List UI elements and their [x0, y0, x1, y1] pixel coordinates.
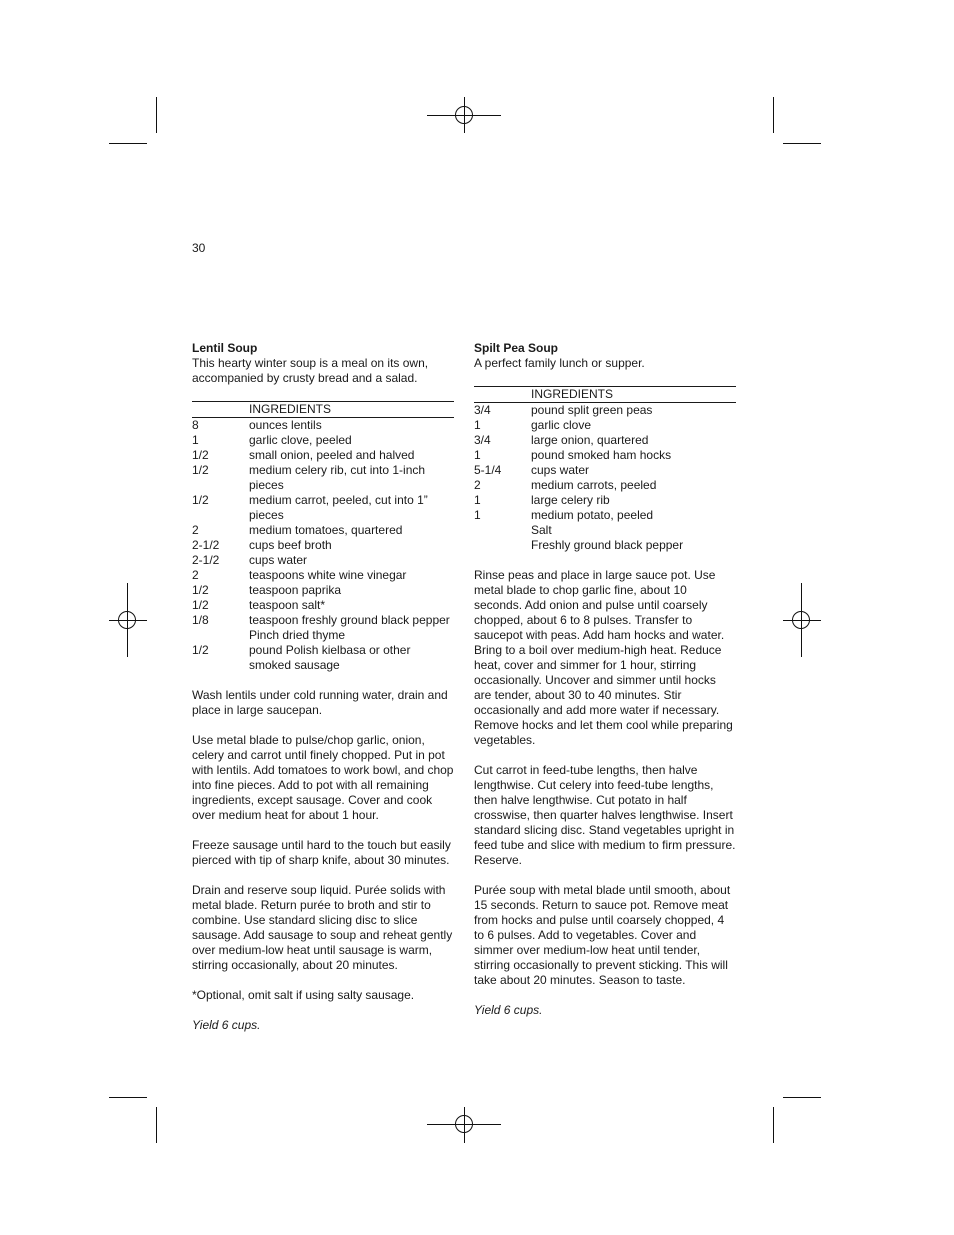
ingredient-quantity: 1/2: [192, 598, 209, 612]
ingredient-row: [474, 463, 736, 478]
ingredient-quantity: 5-1/4: [474, 463, 502, 477]
recipe-intro: This hearty winter soup is a meal on its own, accompanied by crusty bread and a salad.: [192, 356, 429, 385]
registration-circle: [455, 1115, 473, 1133]
ingredient-item: medium tomatoes, quartered: [249, 523, 403, 537]
ingredient-item: pound smoked ham hocks: [531, 448, 672, 462]
ingredient-quantity: [474, 523, 531, 538]
ingredient-row: [192, 493, 454, 523]
ingredient-item: garlic clove: [531, 418, 592, 432]
crop-mark: [109, 143, 147, 144]
ingredient-quantity: 1: [474, 493, 481, 507]
ingredient-item: Pinch dried thyme: [249, 628, 346, 642]
ingredient-quantity: 1/2: [192, 493, 209, 507]
ingredient-row: [474, 448, 736, 463]
ingredient-quantity: 1: [192, 433, 199, 447]
crop-mark: [109, 1097, 147, 1098]
ingredient-quantity: 2-1/2: [192, 538, 220, 552]
ingredient-row: [192, 418, 454, 434]
recipe-yield: Yield 6 cups.: [474, 1003, 543, 1017]
ingredient-row: [192, 433, 454, 448]
recipe-step: Purée soup with metal blade until smooth, about 15 seconds. Return to sauce pot. Remove meat from hocks and pulse until coarsely chopped, 4 to 6 pulses. Add to vegetables. Cover and simmer over medium-low heat until tender, stirring occasionally to prevent sticking. This will take about 20 minutes. Season to taste.: [474, 883, 731, 987]
recipe-step: Freeze sausage until hard to the touch but easily pierced with tip of sharp knife, about 30 minutes.: [192, 838, 451, 867]
crop-mark: [773, 97, 774, 133]
ingredient-quantity: 1/2: [192, 643, 209, 657]
ingredient-row: [192, 598, 454, 613]
crop-mark: [783, 1097, 821, 1098]
ingredient-quantity: 2: [192, 523, 199, 537]
recipe-steps: [474, 568, 736, 988]
ingredient-row: [474, 538, 736, 553]
registration-circle: [118, 611, 136, 629]
crop-mark: [156, 1107, 157, 1143]
ingredient-quantity: [192, 628, 249, 643]
ingredient-item: Salt: [531, 523, 552, 537]
registration-circle: [792, 611, 810, 629]
recipe-intro: A perfect family lunch or supper.: [474, 356, 645, 370]
recipe-step: Cut carrot in feed-tube lengths, then halve lengthwise. Cut celery into feed-tube lengths, then halve lengthwise. Cut potato in half crosswise, then quarter halves lengthwise. Insert standard slicing disc. Stand vegetables upright in feed tube and slice with medium to firm pressure. Reserve.: [474, 763, 736, 867]
crop-mark: [783, 143, 821, 144]
ingredient-row: [474, 403, 736, 419]
recipe-step: *Optional, omit salt if using salty sausage.: [192, 988, 415, 1002]
ingredient-quantity: 2: [474, 478, 481, 492]
ingredients-table: [192, 401, 454, 673]
ingredient-item: cups water: [531, 463, 590, 477]
ingredient-row: [192, 643, 454, 673]
ingredient-row: [192, 628, 454, 643]
recipe-yield: Yield 6 cups.: [192, 1018, 261, 1032]
ingredient-quantity: 3/4: [474, 403, 491, 417]
ingredient-item: Freshly ground black pepper: [531, 538, 684, 552]
recipe-step: Rinse peas and place in large sauce pot. Use metal blade to chop garlic fine, about 10 seconds. Add onion and pulse until coarsely chopped, about 6 to 8 pulses. Transfer to saucepot with peas. Add ham hocks and water. Bring to a boil over medium-high heat. Reduce heat, cover and simmer for 1 hour, stirring occasionally. Uncover and simmer until hocks are tender, about 30 to 40 minutes. Stir occasionally and add more water if necessary. Remove hocks and let them cool while preparing vegetables.: [474, 568, 733, 747]
ingredients-header-row: [192, 402, 454, 418]
recipe-step: Use metal blade to pulse/chop garlic, onion, celery and carrot until finely chopped. Put in pot with lentils. Add tomatoes to work bowl, and chop into fine pieces. Add to pot with all remaining ingredients, except sausage. Cover and cook over medium heat for about 1 hour.: [192, 733, 454, 822]
registration-circle: [455, 106, 473, 124]
ingredient-item: cups beef broth: [249, 538, 332, 552]
ingredient-quantity: 1/2: [192, 463, 209, 477]
ingredient-row: [192, 523, 454, 538]
ingredient-quantity: 2: [192, 568, 199, 582]
ingredient-item: teaspoons white wine vinegar: [249, 568, 407, 582]
recipe-steps: [192, 688, 454, 1003]
ingredient-row: [192, 538, 454, 553]
ingredient-row: [474, 508, 736, 523]
ingredient-quantity: 3/4: [474, 433, 491, 447]
ingredient-item: large onion, quartered: [531, 433, 649, 447]
crop-mark: [156, 97, 157, 133]
ingredient-quantity: 1: [474, 448, 481, 462]
split-pea-soup-recipe: [474, 341, 736, 1018]
ingredient-quantity: [474, 538, 531, 553]
page-number: 30: [192, 241, 206, 255]
ingredient-item: ounces lentils: [249, 418, 322, 432]
ingredient-item: medium carrot, peeled, cut into 1” pieces: [249, 493, 428, 522]
ingredient-item: large celery rib: [531, 493, 610, 507]
ingredients-header: INGREDIENTS: [531, 387, 614, 401]
ingredient-row: [474, 478, 736, 493]
ingredients-header: INGREDIENTS: [249, 402, 332, 416]
ingredient-row: [474, 433, 736, 448]
ingredients-header-row: [474, 387, 736, 403]
ingredient-item: medium potato, peeled: [531, 508, 654, 522]
ingredient-item: cups water: [249, 553, 308, 567]
ingredient-item: teaspoon paprika: [249, 583, 342, 597]
ingredient-item: garlic clove, peeled: [249, 433, 352, 447]
recipe-title: Spilt Pea Soup: [474, 341, 559, 355]
crop-mark: [773, 1107, 774, 1143]
ingredient-quantity: 8: [192, 418, 199, 432]
ingredient-quantity: 1: [474, 508, 481, 522]
recipe-step: Wash lentils under cold running water, drain and place in large saucepan.: [192, 688, 448, 717]
ingredient-quantity: 1/2: [192, 583, 209, 597]
lentil-soup-recipe: [192, 341, 454, 1033]
recipe-title: Lentil Soup: [192, 341, 258, 355]
ingredient-quantity: 2-1/2: [192, 553, 220, 567]
ingredient-row: [192, 553, 454, 568]
ingredient-item: pound split green peas: [531, 403, 653, 417]
ingredients-table: [474, 386, 736, 553]
ingredient-row: [192, 583, 454, 598]
ingredient-item: small onion, peeled and halved: [249, 448, 415, 462]
ingredient-row: [192, 448, 454, 463]
ingredient-row: [474, 418, 736, 433]
ingredient-item: teaspoon freshly ground black pepper: [249, 613, 450, 627]
ingredient-quantity: 1/2: [192, 448, 209, 462]
ingredient-item: medium celery rib, cut into 1-inch pieces: [249, 463, 426, 492]
ingredient-item: medium carrots, peeled: [531, 478, 657, 492]
ingredient-row: [192, 613, 454, 628]
ingredient-quantity: 1/8: [192, 613, 209, 627]
recipe-step: Drain and reserve soup liquid. Purée solids with metal blade. Return purée to broth and stir to combine. Use standard slicing disc to slice sausage. Add sausage to soup and reheat gently over medium-low heat until sausage is warm, stirring occasionally, about 20 minutes.: [192, 883, 453, 972]
ingredients-list: [192, 418, 454, 674]
ingredient-row: [192, 463, 454, 493]
ingredient-item: teaspoon salt*: [249, 598, 326, 612]
ingredient-row: [192, 568, 454, 583]
ingredient-quantity: 1: [474, 418, 481, 432]
ingredient-row: [474, 493, 736, 508]
ingredients-list: [474, 403, 736, 554]
ingredient-item: pound Polish kielbasa or other smoked sausage: [249, 643, 411, 672]
ingredient-row: [474, 523, 736, 538]
